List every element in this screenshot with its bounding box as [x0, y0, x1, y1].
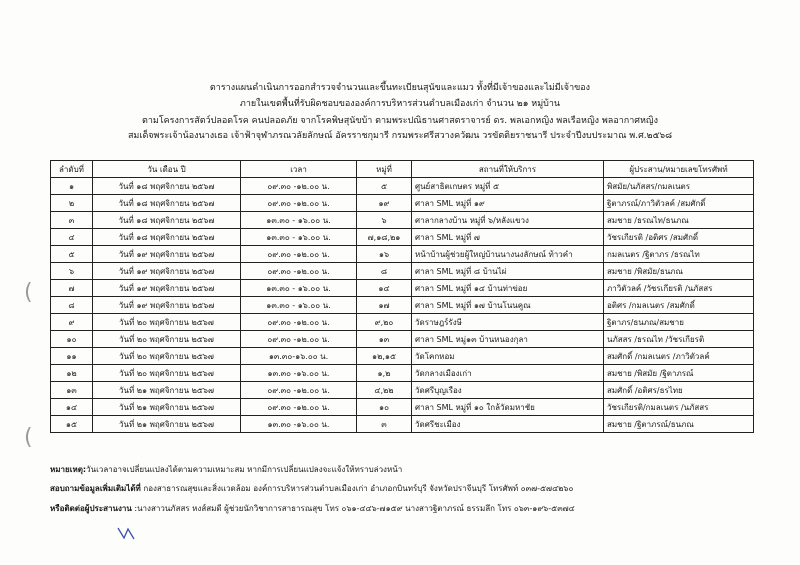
- cell-village: ๙,๒๐: [357, 314, 412, 331]
- cell-time: ๐๙.๓๐ -๑๒.๐๐ น.: [241, 399, 357, 416]
- royal-title-line: สมเด็จพระเจ้าน้องนางเธอ เจ้าฟ้าจุฬาภรณวลัยลักษณ์ อัครราชกุมารี กรมพระศรีสวางควัฒน วรขัตติยราชนารี ประจำปีงบประมาณ พ.ศ.๒๕๖๘: [127, 131, 673, 141]
- cell-coordinator: ฐิตาภร/ธนภณ/สมชาย: [604, 314, 754, 331]
- handwritten-mark: [116, 524, 138, 542]
- cell-location: ศาลา SML หมู่ที่ ๑๙: [412, 195, 604, 212]
- table-row: [51, 314, 754, 331]
- table-row: [51, 280, 754, 297]
- table-row: [51, 212, 754, 229]
- table-row: [51, 399, 754, 416]
- cell-location: ศาลา SML หมู่ที่ ๑๐ ใกล้วัดมหาชัย: [412, 399, 604, 416]
- cell-order: ๑๑: [51, 348, 93, 365]
- cell-time: ๐๙.๓๐ -๑๒.๐๐ น.: [241, 246, 357, 263]
- cell-date: วันที่ ๑๙ พฤศจิกายน ๒๕๖๗: [93, 280, 241, 297]
- inquiry-label: สอบถามข้อมูลเพิ่มเติมได้ที่: [50, 484, 141, 493]
- cell-time: ๑๓.๓๐ - ๑๖.๐๐ น.: [241, 280, 357, 297]
- cell-village: ๔,๒๒: [357, 382, 412, 399]
- cell-village: ๘: [357, 263, 412, 280]
- cell-village: ๓: [357, 416, 412, 433]
- note-text: วันเวลาอาจเปลี่ยนแปลงได้ตามความเหมาะสม หากมีการเปลี่ยนแปลงจะแจ้งให้ทราบล่วงหน้า: [86, 465, 403, 474]
- cell-date: วันที่ ๒๑ พฤศจิกายน ๒๕๖๗: [93, 399, 241, 416]
- cell-village: ๑๓: [357, 331, 412, 348]
- cell-coordinator: สมชาย /ธรณไท/ธนภณ: [604, 212, 754, 229]
- table-row: [51, 331, 754, 348]
- cell-time: ๑๓.๓๐-๑๖.๐๐ น.: [241, 348, 357, 365]
- cell-time: ๑๓.๓๐ - ๑๖.๐๐ น.: [241, 229, 357, 246]
- cell-time: ๐๙.๓๐ -๑๒.๐๐ น.: [241, 314, 357, 331]
- cell-village: ๑๖: [357, 246, 412, 263]
- cell-time: ๐๙.๓๐ -๑๒.๐๐ น.: [241, 178, 357, 195]
- col-header-date: วัน เดือน ปี: [93, 161, 241, 178]
- cell-order: ๕: [51, 246, 93, 263]
- document-title: ตารางแผนดำเนินการออกสำรวจจำนวนและขึ้นทะเบียนสุนัขและแมว ทั้งที่มีเจ้าของและไม่มีเจ้าของ: [209, 83, 591, 93]
- cell-time: ๑๓.๓๐ - ๑๖.๐๐ น.: [241, 212, 357, 229]
- cell-order: ๘: [51, 297, 93, 314]
- cell-time: ๑๓.๓๐ - ๑๖.๐๐ น.: [241, 297, 357, 314]
- cell-date: วันที่ ๑๙ พฤศจิกายน ๒๕๖๗: [93, 263, 241, 280]
- inquiry-text: กองสาธารณสุขและสิ่งแวดล้อม องค์การบริหารส่วนตำบลเมืองเก่า อำเภอกบินทร์บุรี จังหวัดปราจีนบุรี โทรศัพท์ ๐๓๗-๕๗๔๒๖๐: [143, 484, 574, 493]
- cell-coordinator: สมชาย /ฐิตาภรณ์/ธนภณ: [604, 416, 754, 433]
- cell-time: ๐๙.๓๐ -๑๒.๐๐ น.: [241, 382, 357, 399]
- cell-location: ศาลา SML หมู่ที่ ๑๗ บ้านโนนคูณ: [412, 297, 604, 314]
- cell-order: ๓: [51, 212, 93, 229]
- cell-coordinator: ภาวิตัวลค์ /วัชรเกียรติ /นภัสสร: [604, 280, 754, 297]
- cell-order: ๑: [51, 178, 93, 195]
- cell-date: วันที่ ๒๐ พฤศจิกายน ๒๕๖๗: [93, 314, 241, 331]
- cell-village: ๗,๑๘,๒๑: [357, 229, 412, 246]
- cell-coordinator: สมชาย /พิสมัย/ธนภณ: [604, 263, 754, 280]
- contact-label: หรือติดต่อผู้ประสานงาน: [50, 504, 132, 513]
- cell-time: ๐๙.๓๐ -๑๒.๐๐ น.: [241, 331, 357, 348]
- table-row: [51, 382, 754, 399]
- cell-village: ๑๒,๑๕: [357, 348, 412, 365]
- footer-note: [50, 463, 402, 476]
- cell-location: วัดราษฎร์รังษี: [412, 314, 604, 331]
- cell-coordinator: สมชาย /พิสมัย /ฐิตาภรณ์: [604, 365, 754, 382]
- cell-date: วันที่ ๑๘ พฤศจิกายน ๒๕๖๗: [93, 195, 241, 212]
- col-header-village: หมู่ที่: [357, 161, 412, 178]
- table-row: [51, 365, 754, 382]
- cell-order: ๑๔: [51, 399, 93, 416]
- cell-location: หน้าบ้านผู้ช่วยผู้ใหญ่บ้านนางนงลักษณ์ ท้าวคำ: [412, 246, 604, 263]
- cell-order: ๑๓: [51, 382, 93, 399]
- cell-date: วันที่ ๑๙ พฤศจิกายน ๒๕๖๗: [93, 297, 241, 314]
- cell-location: วัดศรีบุญเรือง: [412, 382, 604, 399]
- cell-village: ๑๙: [357, 195, 412, 212]
- cell-coordinator: กมลเนตร /ฐิตาภร /ธรณไท: [604, 246, 754, 263]
- cell-coordinator: วัชรเกียรติ/กมลเนตร /นภัสสร: [604, 399, 754, 416]
- table-header-row: [51, 161, 754, 178]
- cell-location: วัดกลางเมืองเก่า: [412, 365, 604, 382]
- cell-time: ๑๓.๓๐ -๑๖.๐๐ น.: [241, 416, 357, 433]
- cell-village: ๑๔: [357, 280, 412, 297]
- cell-village: ๑,๒: [357, 365, 412, 382]
- cell-order: ๗: [51, 280, 93, 297]
- cell-village: ๑๗: [357, 297, 412, 314]
- cell-date: วันที่ ๒๑ พฤศจิกายน ๒๕๖๗: [93, 416, 241, 433]
- cell-village: ๖: [357, 212, 412, 229]
- cell-date: วันที่ ๑๙ พฤศจิกายน ๒๕๖๗: [93, 246, 241, 263]
- col-header-location: สถานที่ให้บริการ: [412, 161, 604, 178]
- cell-order: ๑๒: [51, 365, 93, 382]
- table-row: [51, 246, 754, 263]
- cell-order: ๖: [51, 263, 93, 280]
- table-row: [51, 297, 754, 314]
- cell-coordinator: พิสมัย/นภัสสร/กมลเนตร: [604, 178, 754, 195]
- cell-location: ศาลากลางบ้าน หมู่ที่ ๖/หลังแขวง: [412, 212, 604, 229]
- cell-coordinator: สมศักดิ์ /อติศร/ธรไทย: [604, 382, 754, 399]
- cell-order: ๒: [51, 195, 93, 212]
- cell-location: ศาลา SML หมู่ที่ ๗: [412, 229, 604, 246]
- cell-order: ๑๕: [51, 416, 93, 433]
- col-header-coordinator: ผู้ประสาน/หมายเลขโทรศัพท์: [604, 161, 754, 178]
- punch-hole-mark: (: [24, 425, 33, 450]
- cell-location: ศาลา SML หมู่ที่ ๘ บ้านไผ่: [412, 263, 604, 280]
- schedule-table: [50, 160, 754, 433]
- footer-inquiry: [50, 482, 573, 495]
- project-line: ตามโครงการสัตว์ปลอดโรค คนปลอดภัย จากโรคพิษสุนัขบ้า ตามพระปณิธานศาสตราจารย์ ดร. พลเอกหญิง พลเรือหญิง พลอากาศหญิง: [142, 116, 658, 126]
- table-row: [51, 348, 754, 365]
- cell-coordinator: นภัสสร /ธรณไท /วัชรเกียรติ: [604, 331, 754, 348]
- cell-time: ๐๙.๓๐ -๑๒.๐๐ น.: [241, 263, 357, 280]
- cell-date: วันที่ ๒๐ พฤศจิกายน ๒๕๖๗: [93, 365, 241, 382]
- table-row: [51, 416, 754, 433]
- cell-location: ศาลา SML หมู่๑๓ บ้านหนองกุลา: [412, 331, 604, 348]
- cell-location: วัดศรีชะเมือง: [412, 416, 604, 433]
- cell-village: ๑๐: [357, 399, 412, 416]
- cell-village: ๕: [357, 178, 412, 195]
- col-header-order: ลำดับที่: [51, 161, 93, 178]
- cell-coordinator: สมศักดิ์ /กมลเนตร /ภาวิตัวลค์: [604, 348, 754, 365]
- cell-order: ๑๐: [51, 331, 93, 348]
- cell-location: ศาลา SML หมู่ที่ ๑๔ บ้านท่าข่อย: [412, 280, 604, 297]
- cell-time: ๑๓.๓๐ -๑๖.๐๐ น.: [241, 365, 357, 382]
- cell-location: วัดโคกหอม: [412, 348, 604, 365]
- table-row: [51, 195, 754, 212]
- cell-date: วันที่ ๑๘ พฤศจิกายน ๒๕๖๗: [93, 178, 241, 195]
- cell-coordinator: ฐิตาภรณ์/ภาวิตัวลค์ /สมศักดิ์: [604, 195, 754, 212]
- cell-date: วันที่ ๑๘ พฤศจิกายน ๒๕๖๗: [93, 229, 241, 246]
- table-row: [51, 178, 754, 195]
- document-subtitle: ภายในเขตพื้นที่รับผิดชอบขององค์การบริหารส่วนตำบลเมืองเก่า จำนวน ๒๑ หมู่บ้าน: [239, 99, 561, 109]
- cell-location: ศูนย์สาธิตเกษตร หมู่ที่ ๕: [412, 178, 604, 195]
- cell-date: วันที่ ๑๘ พฤศจิกายน ๒๕๖๗: [93, 212, 241, 229]
- cell-order: ๔: [51, 229, 93, 246]
- table-row: [51, 263, 754, 280]
- cell-order: ๙: [51, 314, 93, 331]
- cell-date: วันที่ ๒๐ พฤศจิกายน ๒๕๖๗: [93, 348, 241, 365]
- cell-coordinator: วัชรเกียรติ /อติศร /สมศักดิ์: [604, 229, 754, 246]
- cell-coordinator: อติศร /กมลเนตร /สมศักดิ์: [604, 297, 754, 314]
- contact-text: :นางสาวนภัสสร หงส์สมดี ผู้ช่วยนักวิชาการสาธารณสุข โทร ๐๖๑-๔๔๖-๗๑๕๙ นางสาวฐิตาภรณ์ ธรรมลึก โทร ๐๖๓-๑๙๖-๕๓๗๔: [134, 504, 575, 513]
- table-row: [51, 229, 754, 246]
- note-label: หมายเหตุ:: [50, 465, 87, 474]
- cell-date: วันที่ ๒๐ พฤศจิกายน ๒๕๖๗: [93, 331, 241, 348]
- col-header-time: เวลา: [241, 161, 357, 178]
- punch-hole-mark: (: [24, 280, 33, 305]
- cell-date: วันที่ ๒๑ พฤศจิกายน ๒๕๖๗: [93, 382, 241, 399]
- cell-time: ๐๙.๓๐ -๑๒.๐๐ น.: [241, 195, 357, 212]
- footer-contact: [50, 502, 575, 515]
